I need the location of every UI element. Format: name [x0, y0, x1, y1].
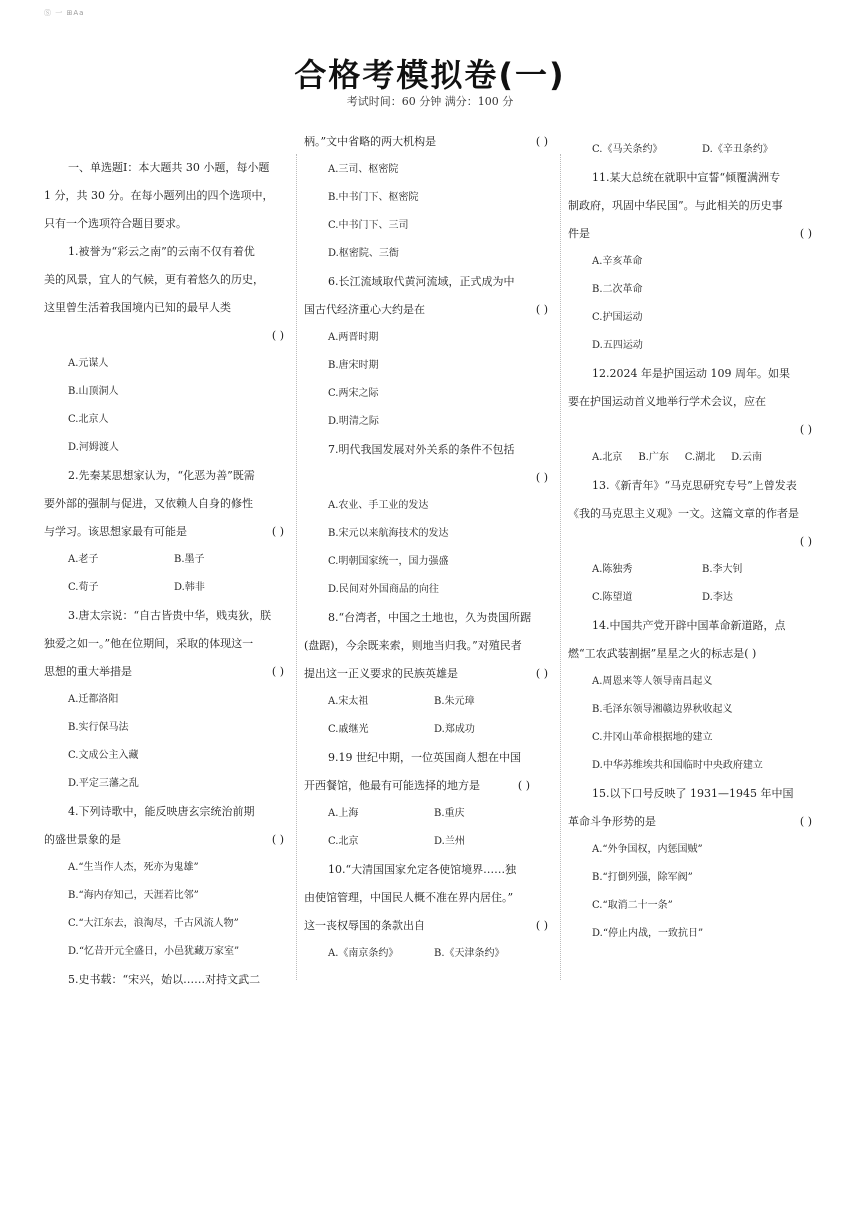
question-8-option[interactable]: C.戚继光 [328, 724, 369, 735]
exam-info: 考试时间：60 分钟 满分：100 分 [346, 95, 514, 108]
answer-blank[interactable]: ( ) [799, 227, 812, 240]
question-1-option[interactable]: D.河姆渡人 [68, 442, 119, 453]
question-13-option[interactable]: A.陈独秀 [592, 564, 633, 575]
question-4-option[interactable]: D.“忆昔开元全盛日，小邑犹藏万家室” [68, 946, 240, 957]
column-1 [44, 128, 288, 994]
question-10-option[interactable]: B.《天津条约》 [434, 948, 505, 959]
question-2-option[interactable]: A.老子 [68, 554, 99, 565]
question-9-option[interactable]: C.北京 [328, 836, 359, 847]
question-8-text: 8.“台湾者，中国之土地也，久为贵国所踞 [328, 611, 532, 624]
question-5-option[interactable]: D.枢密院、三衙 [328, 248, 399, 259]
answer-blank[interactable]: ( ) [271, 525, 284, 538]
question-1-text: 美的风景，宜人的气候，更有着悠久的历史， [44, 273, 264, 286]
question-15-text: 革命斗争形势的是 [568, 815, 656, 828]
answer-blank[interactable]: ( ) [535, 667, 548, 680]
question-11-text: 11.某大总统在就职中宣誓“倾覆满洲专 [592, 171, 781, 184]
question-13-text: 13.《新青年》“马克思研究专号”上曾发表 [592, 479, 797, 492]
question-2-text: 要外部的强制与促进，又依赖人自身的修性 [44, 497, 253, 510]
question-12-option[interactable]: D.云南 [731, 452, 762, 463]
question-8-text: (盘踞)，今余既来索，则地当归我。”对殖民者 [304, 639, 522, 652]
question-7-option[interactable]: D.民间对外国商品的向往 [328, 584, 439, 595]
section-intro: 只有一个选项符合题目要求。 [44, 217, 187, 230]
question-5-text: 柄。”文中省略的两大机构是 [304, 135, 437, 148]
question-4-text: 4.下列诗歌中，能反映唐玄宗统治前期 [68, 805, 255, 818]
question-5-option[interactable]: C.中书门下、三司 [328, 220, 409, 231]
question-14-option[interactable]: C.井冈山革命根据地的建立 [592, 732, 713, 743]
question-10-text: 这一丧权辱国的条款出自 [304, 919, 425, 932]
question-2-option[interactable]: D.韩非 [174, 582, 205, 593]
question-9-option[interactable]: A.上海 [328, 808, 359, 819]
question-9-text: 9.19 世纪中期，一位英国商人想在中国 [328, 751, 521, 764]
answer-blank[interactable]: ( ) [271, 329, 284, 342]
question-6-option[interactable]: B.唐宋时期 [328, 360, 379, 371]
answer-blank[interactable]: ( ) [799, 535, 812, 548]
answer-blank[interactable]: ( ) [535, 471, 548, 484]
question-6-option[interactable]: A.两晋时期 [328, 332, 379, 343]
question-9-option[interactable]: B.重庆 [434, 808, 465, 819]
question-11-option[interactable]: D.五四运动 [592, 340, 643, 351]
question-5-text: 5.史书载：“宋兴，始以……对持文武二 [68, 973, 261, 986]
question-1-option[interactable]: B.山顶洞人 [68, 386, 119, 397]
question-7-option[interactable]: C.明朝国家统一，国力强盛 [328, 556, 449, 567]
question-3-option[interactable]: B.实行保马法 [68, 722, 129, 733]
answer-blank[interactable]: ( ) [271, 833, 284, 846]
section-intro: 1 分，共 30 分。在每小题列出的四个选项中， [44, 189, 274, 202]
question-12-option[interactable]: C.湖北 [684, 452, 716, 463]
question-1-option[interactable]: A.元谋人 [68, 358, 109, 369]
question-15-option[interactable]: C.“取消二十一条” [592, 900, 673, 911]
question-8-option[interactable]: A.宋太祖 [328, 696, 369, 707]
question-6-text: 国古代经济重心大约是在 [304, 303, 425, 316]
question-12-text: 12.2024 年是护国运动 109 周年。如果 [592, 367, 790, 380]
question-4-option[interactable]: B.“海内存知己，天涯若比邻” [68, 890, 199, 901]
question-5-option[interactable]: B.中书门下、枢密院 [328, 192, 419, 203]
question-14-option[interactable]: B.毛泽东领导湘赣边界秋收起义 [592, 704, 733, 715]
question-11-option[interactable]: B.二次革命 [592, 284, 643, 295]
question-3-text: 思想的重大举措是 [44, 665, 132, 678]
question-2-text: 2.先秦某思想家认为，“化恶为善”既需 [68, 469, 255, 482]
column-divider [296, 154, 297, 980]
question-15-text: 15.以下口号反映了 1931—1945 年中国 [592, 787, 794, 800]
column-2 [304, 128, 552, 968]
question-3-option[interactable]: C.文成公主入藏 [68, 750, 139, 761]
question-6-option[interactable]: C.两宋之际 [328, 388, 379, 399]
question-11-option[interactable]: A.辛亥革命 [592, 256, 643, 267]
question-12-option[interactable]: A.北京 [592, 452, 623, 463]
question-15-option[interactable]: A.“外争国权，内惩国贼” [592, 844, 703, 855]
question-7-option[interactable]: A.农业、手工业的发达 [328, 500, 429, 511]
question-10-text: 由使馆管理，中国民人概不准在界内居住。” [304, 891, 514, 904]
question-1-text: 这里曾生活着我国境内已知的最早人类 [44, 301, 231, 314]
answer-blank[interactable]: ( ) [535, 303, 548, 316]
answer-blank[interactable]: ( ) [799, 423, 812, 436]
question-10-option[interactable]: D.《辛丑条约》 [702, 144, 773, 155]
question-14-text: 燃“工农武装割据”星星之火的标志是( ) [568, 647, 757, 660]
question-10-option[interactable]: A.《南京条约》 [328, 948, 399, 959]
answer-blank[interactable]: ( ) [535, 135, 548, 148]
question-13-text: 《我的马克思主义观》一文。这篇文章的作者是 [568, 507, 799, 520]
question-13-option[interactable]: B.李大钊 [702, 564, 743, 575]
question-4-text: 的盛世景象的是 [44, 833, 121, 846]
scan-mark: Ⓢ 一 ⊞Aa [44, 9, 85, 17]
question-12-text: 要在护国运动首义地举行学术会议，应在 [568, 395, 766, 408]
question-8-option[interactable]: D.郑成功 [434, 724, 475, 735]
question-11-text: 制政府，巩固中华民国”。与此相关的历史事 [568, 199, 783, 212]
question-15-option[interactable]: D.“停止内战，一致抗日” [592, 928, 704, 939]
question-5-option[interactable]: A.三司、枢密院 [328, 164, 399, 175]
question-6-option[interactable]: D.明清之际 [328, 416, 379, 427]
question-1-option[interactable]: C.北京人 [68, 414, 109, 425]
question-8-text: 提出这一正义要求的民族英雄是 [304, 667, 458, 680]
question-3-option[interactable]: A.迁都洛阳 [68, 694, 119, 705]
column-3 [568, 128, 816, 948]
question-10-text: 10.“大清国国家允定各使馆境界……独 [328, 863, 517, 876]
question-14-text: 14.中国共产党开辟中国革命新道路，点 [592, 619, 786, 632]
question-11-option[interactable]: C.护国运动 [592, 312, 643, 323]
answer-blank[interactable]: ( ) [271, 665, 284, 678]
question-6-text: 6.长江流域取代黄河流域，正式成为中 [328, 275, 515, 288]
column-divider [560, 154, 561, 980]
answer-blank[interactable]: ( ) [535, 919, 548, 932]
question-2-text: 与学习。该思想家最有可能是 [44, 525, 187, 538]
question-7-text: 7.明代我国发展对外关系的条件不包括 [328, 443, 515, 456]
question-9-text: 开西餐馆，他最有可能选择的地方是 [304, 779, 480, 792]
question-14-option[interactable]: A.周恩来等人领导南昌起义 [592, 676, 713, 687]
question-4-option[interactable]: C.“大江东去，浪淘尽，千古风流人物” [68, 918, 239, 929]
question-2-option[interactable]: C.荀子 [68, 582, 99, 593]
question-12-option[interactable]: B.广东 [638, 452, 669, 463]
question-3-text: 独爱之如一。”他在位期间，采取的体现这一 [44, 637, 254, 650]
question-2-option[interactable]: B.墨子 [174, 554, 205, 565]
section-intro: 一、单选题Ⅰ：本大题共 30 小题，每小题 [68, 161, 270, 174]
question-15-option[interactable]: B.“打倒列强，除军阀” [592, 872, 693, 883]
answer-blank[interactable]: ( ) [517, 779, 530, 792]
question-3-option[interactable]: D.平定三藩之乱 [68, 778, 139, 789]
question-11-text: 件是 [568, 227, 590, 240]
question-8-option[interactable]: B.朱元璋 [434, 696, 475, 707]
question-4-option[interactable]: A.“生当作人杰，死亦为鬼雄” [68, 862, 199, 873]
question-14-option[interactable]: D.中华苏维埃共和国临时中央政府建立 [592, 760, 763, 771]
question-9-option[interactable]: D.兰州 [434, 836, 465, 847]
question-10-option[interactable]: C.《马关条约》 [592, 144, 663, 155]
question-13-option[interactable]: C.陈望道 [592, 592, 633, 603]
answer-blank[interactable]: ( ) [799, 815, 812, 828]
question-3-text: 3.唐太宗说：“自古皆贵中华，贱夷狄，朕 [68, 609, 272, 622]
question-7-option[interactable]: B.宋元以来航海技术的发达 [328, 528, 449, 539]
question-13-option[interactable]: D.李达 [702, 592, 733, 603]
question-1-text: 1.被誉为“彩云之南”的云南不仅有着优 [68, 245, 255, 258]
page-title: 合格考模拟卷(一) [294, 56, 566, 94]
